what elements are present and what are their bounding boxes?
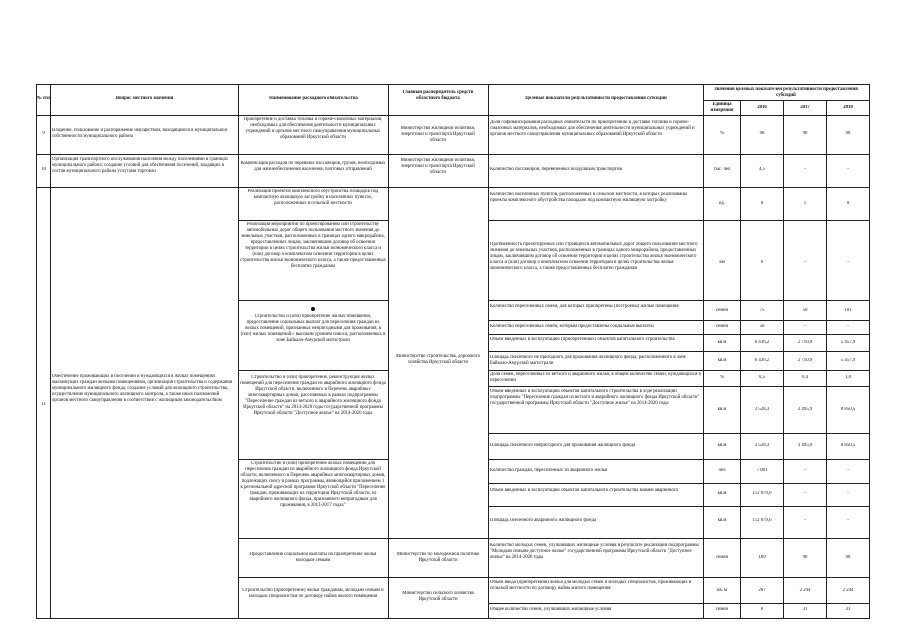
header-num: № п/п	[37, 96, 50, 101]
row-divider	[488, 459, 870, 460]
row11-a-2016: 0	[760, 201, 764, 206]
row11-unit-g1: кв. м	[716, 588, 728, 593]
header-year-2018: 2018	[843, 105, 853, 110]
row11-c4-2016: 6 436,2	[754, 358, 770, 363]
row11-g1-2017: 2 244	[799, 588, 811, 593]
row9-indicator: Доля софинансирования расходных обязательств по приобретению и доставке топлива и горюче-смазочных материалов, необходимых для обеспечения деятельности муниципальных учреждений и органов местного самоуправления муниципальных образований Иркутской области	[490, 120, 695, 137]
row11-b-2018: -	[847, 260, 849, 265]
row11-g1-2018: 2 244	[842, 588, 854, 593]
row11-b-2017: -	[804, 260, 806, 265]
row11-indicator-e2: Объем введенных в эксплуатацию объектов капитального строительства взамен аварийного	[490, 488, 678, 493]
row11-unit-c3: кв.м	[717, 340, 727, 345]
row11-b-2016: 6	[760, 260, 764, 265]
row11-unit-b: км	[719, 260, 725, 265]
table-border-left	[36, 84, 37, 618]
row-divider	[488, 320, 870, 321]
row11-c4-2017: 2 710,9	[797, 358, 813, 363]
row11-e2-2017: -	[804, 491, 806, 496]
row11-d1-2016: 0,5	[759, 375, 765, 380]
row11-d2-2016: 3 528,3	[754, 407, 770, 412]
row11-c1-2018: 101	[844, 308, 852, 313]
row9-obligation: Приобретение и доставка топлива и горюче-смазочных материалов, необходимых для обеспечения деятельности муниципальных учреждений и органов местного самоуправления муниципальных образований Иркутской области	[243, 117, 383, 140]
row11-obligation-e: Строительство и (или) приобретение жилых помещений для переселения граждан из аварийного жилищного фонда Иркутской области, включенного в Перечень аварийных многоквартирных домов, подлежащих сносу в рамках программы, являющейся приложением 1 к региональной адресной программе Иркутской области "Переселение граждан, проживающих на территории Иркутской области, из аварийного жилищного фонда, признанного непригодным для проживания, в 2013-2017 годах"	[240, 461, 386, 508]
row11-f-2016: 189	[758, 555, 766, 560]
row-divider	[238, 300, 388, 301]
header-values-group: Значения целевых показателей результативности предоставления субсидий	[714, 87, 858, 98]
row11-indicator-b: Протяженность проектируемых или строящихся автомобильных дорог общего пользования местного значения до земельных участков, расположенных в границах одного микрорайона, предоставленных лицам, заключившим договор об освоении территории в целях строительства жилья экономического класса и (или) договор о комплексном освоении территории в целях строительства жилья экономического класса, а также предоставленных бесплатно гражданам	[490, 242, 698, 271]
row11-f-2017: 98	[802, 555, 808, 560]
row11-g2-2017: 31	[802, 607, 808, 612]
row11-d3-2018: 8 850,5	[840, 443, 856, 448]
row11-c2-2018: -	[847, 324, 849, 329]
row11-d2-2017: 3 495,9	[797, 407, 813, 412]
row-divider	[488, 300, 870, 301]
row11-unit-e2: кв.м	[717, 491, 727, 496]
row11-e1-2017: -	[804, 468, 806, 473]
row11-indicator-e3: Площадь снесенного аварийного жилищного фонда	[490, 518, 597, 523]
row-divider	[238, 220, 388, 221]
row11-e2-2016: 112 879,6	[752, 491, 772, 496]
row11-unit-e3: кв.м	[717, 518, 727, 523]
row11-c4-2018: 5 457,9	[840, 358, 856, 363]
row11-obligation-g: Строительство (приобретение) жилья гражданам, молодым семьям и молодым специалистам по договору найма жилого помещения	[242, 588, 384, 599]
header-bottom	[36, 115, 870, 116]
row11-num: 11	[41, 402, 46, 407]
row-divider	[36, 154, 870, 155]
row-divider	[238, 577, 870, 578]
column-divider	[50, 84, 51, 618]
row-divider	[488, 370, 870, 371]
row11-indicator-d3: Площадь снесенного непригодного для проживания жилищного фонда	[490, 443, 636, 448]
row11-c3-2017: 2 710,9	[797, 340, 813, 345]
bullet-dot	[311, 307, 315, 311]
row11-unit-e1: чел	[718, 468, 726, 473]
row-divider	[488, 506, 870, 507]
row11-obligation-a: Реализация проектов комплексного обустройства площадок под компактную жилищную застройку в населенных пунктах, расположенных в сельской местности	[247, 189, 379, 206]
row11-indicator-f: Количество молодых семей, улучшивших жилищные условия в результате реализации подпрограммы "Молодым семьям-доступное жилье" государственной программы Иркутской области "Доступное жилье" на 2014-2020 годы	[490, 543, 699, 560]
header-manager: Главный распорядитель средств областного бюджета	[402, 90, 474, 101]
row11-a-2018: 0	[846, 201, 850, 206]
row11-indicator-g2: Общее количество семей, улучшивших жилищные условия	[490, 607, 612, 612]
header-subdivider	[703, 100, 870, 101]
row9-value-2016: 98	[759, 131, 765, 136]
row11-g1-2016: 267	[758, 588, 766, 593]
row11-d3-2016: 3 528,3	[754, 443, 770, 448]
row11-c2-2016: 50	[759, 324, 765, 329]
row11-obligation-f: Предоставление социальной выплаты на приобретение жилья молодым семьям	[249, 552, 377, 563]
row10-obligation: Компенсация расходов по перевозке пассажиров, грузов, необходимых для жизнеобеспечения населения, почтовых отправлений	[240, 161, 386, 172]
row-divider	[488, 433, 870, 434]
row9-value-2018: 98	[845, 131, 851, 136]
row11-unit-c2: семей	[715, 324, 729, 329]
row11-unit-f: семей	[715, 555, 729, 560]
row11-indicator-a: Количество населенных пунктов, расположенных в сельской местности, в которых реализованы проекты комплексного обустройства площадок под компактную жилищную застройку	[490, 192, 688, 203]
row11-d2-2018: 8 850,5	[840, 407, 856, 412]
row11-d1-2017: 0,4	[802, 375, 808, 380]
row10-question: Организация транспортного обслуживания населения между поселениями в границах муниципального района; создание условий для обеспечения поселений, входящих в состав муниципального района услугами торговли	[52, 157, 229, 174]
row11-indicator-d2: Объем введенных в эксплуатацию объектов капитального строительства в ходе реализации подпрограммы "Переселение граждан из ветхого и аварийного жилищного фонда Иркутской области" государственной программы Иркутской области "Доступное жилье" на 2014-2020 годы	[490, 389, 700, 406]
row9-manager: Министерство жилищной политики, энергетики и транспорта Иркутской области	[400, 126, 476, 143]
header-year-2016: 2016	[757, 105, 767, 110]
row11-c1-2016: 75	[759, 308, 765, 313]
header-indicator: Целевые показатели результативности предоставления субсидий	[525, 96, 667, 101]
row11-unit-g2: семей	[715, 607, 729, 612]
row10-unit: тыс. чел	[713, 167, 731, 172]
row11-indicator-g1: Объем ввода (приобретения) жилья для молодых семей и молодых специалистов, проживающих в сельской местности по договору найма жилого помещения	[490, 580, 692, 591]
row-divider	[238, 459, 388, 460]
row11-indicator-c3: Объем введенных в эксплуатацию (приобретенных) объектов капитального строительства	[490, 337, 675, 342]
row-divider	[238, 370, 388, 371]
row11-unit-a: ед.	[719, 201, 725, 206]
row11-g2-2016: 6	[760, 607, 764, 612]
row11-c3-2018: 5 457,9	[840, 340, 856, 345]
row11-indicator-c4: Площадь снесенного не пригодного для проживания жилищного фонда, расположенного в зоне Байкало-Амурской магистрали	[490, 355, 686, 366]
table-border-bottom	[36, 618, 870, 619]
row11-manager-main: Министерство строительства, дорожного хозяйства Иркутской области	[395, 354, 481, 365]
row11-manager-f: Министерство по молодежной политике Иркутской области	[396, 552, 480, 563]
row11-manager-g: Министерство сельского хозяйства Иркутской области	[402, 591, 474, 602]
row11-unit-d2: кв.м	[717, 407, 727, 412]
row11-indicator-c1: Количество переселенных семей, для которых приобретены (построены) жилые помещения	[490, 304, 679, 309]
row-divider	[488, 386, 870, 387]
row-divider	[488, 351, 870, 352]
row10-value-2017: -	[804, 167, 806, 172]
row9-question: Владение, пользование и распоряжение имуществом, находящимся в муниципальной собственности муниципального района	[52, 128, 228, 139]
row11-c2-2017: -	[804, 324, 806, 329]
row11-unit-d3: кв.м	[717, 443, 727, 448]
row11-g2-2018: 31	[845, 607, 851, 612]
header-year-2017: 2017	[800, 105, 810, 110]
row10-manager: Министерство жилищной политики, энергетики и транспорта Иркутской области	[400, 158, 476, 175]
row-divider	[488, 220, 870, 221]
row-divider	[488, 483, 870, 484]
row11-question: Обеспечение проживающих в поселении и нуждающихся в жилых помещениях малоимущих граждан жилыми помещениями, организация строительства и содержания муниципального жилищного фонда, создание условий для жилищного строительства, осуществление муниципального жилищного контроля, а также иных полномочий органов местного самоуправления в соответствии с жилищным законодательством	[52, 374, 233, 403]
row11-e1-2018: -	[847, 468, 849, 473]
row11-c3-2016: 6 436,2	[754, 340, 770, 345]
row-divider	[488, 603, 870, 604]
row11-obligation-b: Реализация мероприятий по проектированию или строительству автомобильных дорог общего пользования местного значения до земельных участков, расположенных в границах одного микрорайона, предоставленных лицам, заключившим договор об освоении территории в целях строительства жилья экономического класса и (или) договор о комплексном освоении территории в целях строительства жилья экономического класса, а также предоставленных бесплатно гражданам	[240, 222, 386, 269]
row9-num: 9	[42, 131, 45, 136]
row11-d3-2017: 3 495,9	[797, 443, 813, 448]
row10-value-2016: 4,5	[759, 167, 765, 172]
row9-value-2017: 98	[802, 131, 808, 136]
row10-num: 10	[41, 167, 46, 172]
row11-e1-2016: 7 001	[756, 468, 768, 473]
row11-indicator-c2: Количество переселенных семей, которым предоставлены социальные выплаты	[490, 324, 654, 329]
row11-f-2018: 98	[845, 555, 851, 560]
row11-a-2017: 1	[803, 201, 807, 206]
row10-value-2018: -	[847, 167, 849, 172]
row11-e3-2016: 112 879,6	[752, 518, 772, 523]
row11-c1-2017: 50	[802, 308, 808, 313]
row11-unit-c4: кв.м	[717, 358, 727, 363]
row9-unit: %	[720, 131, 724, 136]
row11-e2-2018: -	[847, 491, 849, 496]
row11-indicator-d1: Доля семей, переселенных из ветхого и аварийного жилья, в общем количестве семей, нуждающихся в переселении	[490, 372, 701, 383]
row11-e3-2018: -	[847, 518, 849, 523]
row11-d1-2018: 1,0	[845, 375, 851, 380]
row11-unit-d1: %	[720, 375, 724, 380]
row-divider	[238, 538, 870, 539]
row11-obligation-c: Строительство и (или) приобретение жилых помещений, предоставление социальных выплат для переселения граждан из жилых помещений, признанных непригодными для проживания, в (или) жилых помещений с высоким уровнем износа, расположенных в зоне Байкало-Амурской магистрали	[240, 314, 386, 343]
header-question: Вопрос местного значения	[115, 96, 174, 101]
row-divider	[488, 334, 870, 335]
row11-unit-c1: семей	[715, 308, 729, 313]
header-obligation: Наименование расходного обязательства	[269, 96, 358, 101]
row11-obligation-d: Строительство и (или) приобретение, реконструкция жилых помещений для переселения граждан из аварийного жилищного фонда Иркутской области, включенного в Перечень аварийных многоквартирных домов, расселяемых в рамках подпрограммы "Переселение граждан из ветхого и аварийного жилищного фонда Иркутской области" на 2014-2020 годы государственной программы Иркутской области "Доступное жилье" на 2014-2020 годы	[240, 375, 386, 416]
row11-indicator-e1: Количество граждан, переселенных из аварийного жилья	[490, 468, 608, 473]
header-unit: Единица измерения	[710, 102, 734, 113]
row11-e3-2017: -	[804, 518, 806, 523]
row-divider	[36, 187, 870, 188]
row10-indicator: Количество пассажиров, перевезенных воздушным транспортом	[490, 167, 623, 172]
table-border-top	[36, 84, 870, 85]
